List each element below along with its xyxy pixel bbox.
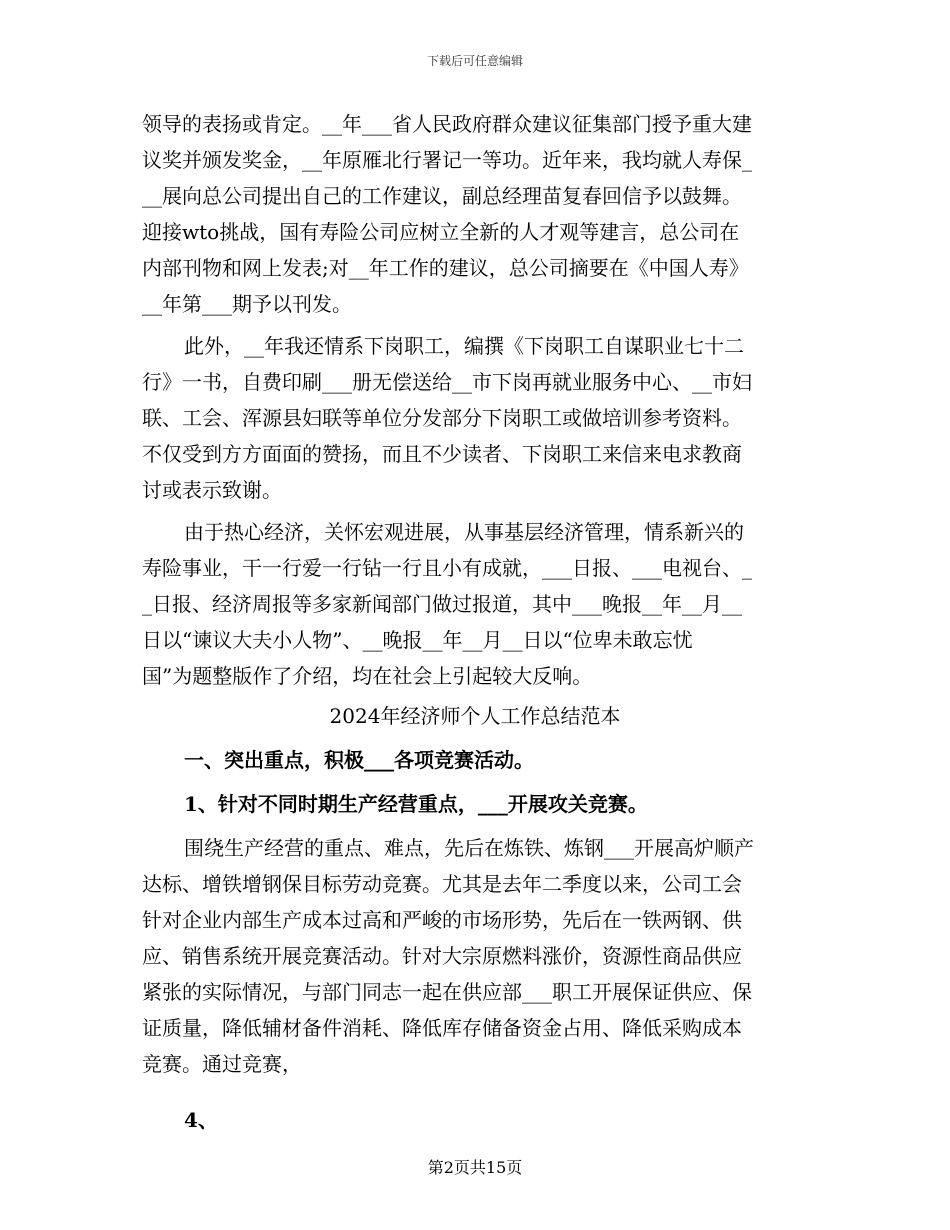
paragraph-line: 日以“谏议大夫小人物”、__晚报__年__月__日以“位卑未敢忘忧 bbox=[142, 628, 693, 652]
paragraph-line: 紧张的实际情况，与部门同志一起在供应部___职工开展保证供应、保 bbox=[142, 980, 752, 1004]
paragraph-line: 内部刊物和网上发表;对__年工作的建议，总公司摘要在《中国人寿》 bbox=[142, 256, 749, 280]
paragraph-line: 不仅受到方方面面的赞扬，而且不少读者、下岗职工来信来电求教商 bbox=[142, 442, 742, 466]
section-heading-3: 4、 bbox=[184, 1108, 218, 1132]
paragraph-line: __展向总公司提出自己的工作建议，副总经理苗复春回信予以鼓舞。 bbox=[142, 184, 742, 208]
paragraph-line: __年第___期予以刊发。 bbox=[142, 292, 352, 316]
section-title: 2024年经济师个人工作总结范本 bbox=[329, 704, 621, 728]
paragraph-line: 应、销售系统开展竞赛活动。针对大宗原燃料涨价，资源性商品供应 bbox=[142, 944, 742, 968]
page-header: 下载后可任意编辑 bbox=[426, 54, 523, 68]
document-body bbox=[142, 106, 808, 1138]
paragraph-line: 讨或表示致谢。 bbox=[142, 478, 282, 502]
section-heading-2: 1、针对不同时期生产经营重点，___开展攻关竞赛。 bbox=[184, 792, 648, 816]
paragraph-1 bbox=[142, 106, 808, 322]
paragraph-line: 证质量，降低辅材备件消耗、降低库存储备资金占用、降低采购成本 bbox=[142, 1016, 742, 1040]
paragraph-2 bbox=[142, 328, 808, 508]
paragraph-line: 领导的表扬或肯定。__年___省人民政府群众建议征集部门授予重大建 bbox=[142, 112, 752, 136]
page-footer: 第2页共15页 bbox=[427, 1158, 523, 1177]
paragraph-line: 针对企业内部生产成本过高和严峻的市场形势，先后在一铁两钢、供 bbox=[142, 908, 742, 932]
paragraph-line: 联、工会、浑源县妇联等单位分发部分下岗职工或做培训参考资料。 bbox=[142, 406, 742, 430]
paragraph-line: 迎接wto挑战，国有寿险公司应树立全新的人才观等建言，总公司在 bbox=[142, 220, 740, 244]
paragraph-line: 国”为题整版作了介绍，均在社会上引起较大反响。 bbox=[142, 664, 593, 688]
paragraph-line: 议奖并颁发奖金，__年原雁北行署记一等功。近年来，我均就人寿保_ bbox=[142, 148, 752, 172]
section-body bbox=[142, 830, 808, 1082]
paragraph-line: 由于热心经济，关怀宏观进展，从事基层经济管理，情系新兴的 bbox=[184, 520, 744, 544]
paragraph-3 bbox=[142, 514, 808, 694]
paragraph-line: 寿险事业，干一行爱一行钻一行且小有成就，___日报、___电视台、_ bbox=[142, 556, 752, 580]
paragraph-line: 行》一书，自费印刷___册无偿送给__市下岗再就业服务中心、__市妇 bbox=[142, 370, 752, 394]
paragraph-line: 竞赛。通过竞赛， bbox=[142, 1052, 302, 1076]
section-heading-1: 一、突出重点，积极___各项竞赛活动。 bbox=[184, 748, 534, 772]
paragraph-line: 围绕生产经营的重点、难点，先后在炼铁、炼钢___开展高炉顺产 bbox=[184, 836, 754, 860]
paragraph-line: _日报、经济周报等多家新闻部门做过报道，其中___晚报__年__月__ bbox=[142, 592, 742, 616]
paragraph-line: 此外，__年我还情系下岗职工，编撰《下岗职工自谋职业七十二 bbox=[184, 334, 744, 358]
paragraph-line: 达标、增铁增钢保目标劳动竞赛。尤其是去年二季度以来，公司工会 bbox=[142, 872, 742, 896]
